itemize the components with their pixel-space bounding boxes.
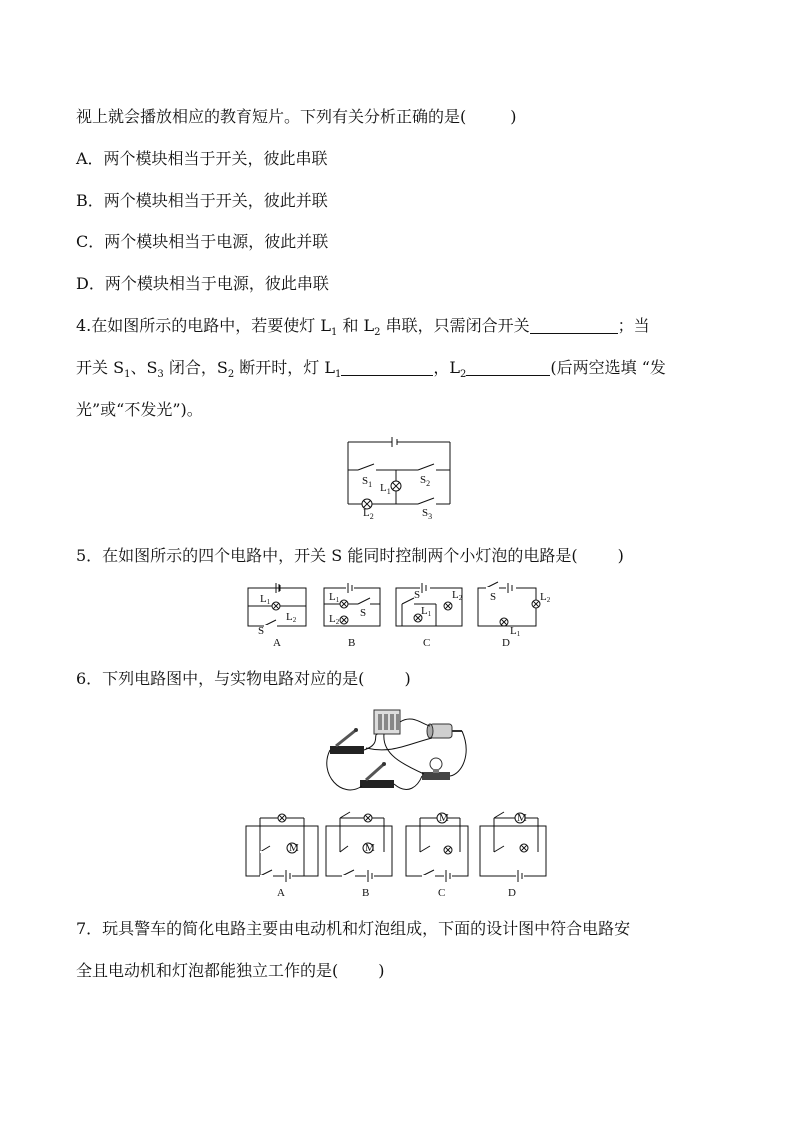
- svg-text:L2: L2: [452, 589, 463, 602]
- q5-caption-c: C: [423, 637, 431, 649]
- knife-switch-icon: [330, 728, 364, 754]
- q6-circuits: [244, 812, 550, 900]
- q7-stem-line1: 7．玩具警车的简化电路主要由电动机和灯泡组成，下面的设计图中符合电路安: [76, 919, 631, 938]
- lamp-icon: [500, 618, 508, 626]
- svg-text:L2: L2: [286, 611, 297, 624]
- svg-text:L1: L1: [329, 591, 340, 604]
- q5-circuit-c: [396, 583, 463, 626]
- knife-switch-icon: [360, 762, 394, 788]
- q4-stem-line1: 4.在如图所示的电路中，若要使灯 $L_1$ 和 $L_2$ 串联，只需闭合开关 ；当: [76, 316, 650, 339]
- light-bulb-icon: [422, 758, 450, 780]
- lamp-icon: [520, 844, 528, 852]
- q3-option-c[interactable]: C．两个模块相当于电源，彼此并联: [76, 232, 329, 251]
- q3-option-b[interactable]: B．两个模块相当于开关，彼此并联: [76, 191, 328, 210]
- q5-circuit-b: [324, 583, 380, 626]
- svg-text:M: M: [289, 842, 299, 854]
- q6-caption-b: B: [362, 887, 370, 899]
- q6-stem: 6．下列电路图中，与实物电路对应的是( ): [76, 669, 411, 688]
- label-s1: $S_1$: [362, 475, 373, 489]
- q6-circuit-d: [480, 812, 546, 882]
- lamp-icon: [340, 600, 348, 608]
- q5-caption-d: D: [502, 637, 510, 649]
- q6-circuit-c: [406, 812, 468, 882]
- lamp-icon: [532, 600, 540, 608]
- label-s3: $S_3$: [422, 507, 433, 521]
- q4-circuit-diagram: [346, 436, 458, 521]
- lamp-icon: [272, 602, 280, 610]
- q6-caption-c: C: [438, 887, 446, 899]
- q3-option-d[interactable]: D．两个模块相当于电源，彼此串联: [76, 274, 329, 293]
- label-s2: $S_2$: [420, 474, 431, 488]
- svg-text:L2: L2: [329, 613, 340, 626]
- lamp-l1-icon: [391, 481, 401, 491]
- svg-text:L1: L1: [421, 605, 432, 618]
- svg-text:L2: L2: [540, 591, 551, 604]
- q5-stem: 5．在如图所示的四个电路中，开关 S 能同时控制两个小灯泡的电路是( ): [76, 546, 624, 565]
- svg-text:M: M: [365, 842, 375, 854]
- q5-circuits: [246, 582, 552, 652]
- q6-circuit-b: [326, 812, 392, 882]
- label-l1: $L_1$: [380, 482, 391, 496]
- answer-blank-3[interactable]: [466, 359, 550, 376]
- switch-s1: [358, 464, 374, 470]
- svg-text:S: S: [490, 591, 497, 603]
- q6-circuit-a: [246, 814, 318, 882]
- q4-stem-line2: 开关 $S_1$、$S_3$ 闭合，$S_2$ 断开时，灯 $L_1$ ，$L_2$ (后两空选填 “发: [76, 358, 666, 381]
- svg-text:L1: L1: [510, 625, 521, 638]
- q3-option-a[interactable]: A．两个模块相当于开关，彼此串联: [76, 149, 328, 168]
- lamp-icon: [444, 846, 452, 854]
- q5-caption-b: B: [348, 637, 356, 649]
- q7-stem-line2: 全且电动机和灯泡都能独立工作的是( ): [76, 961, 385, 980]
- q3-stem-tail: 视上就会播放相应的教育短片。下列有关分析正确的是( ): [76, 107, 517, 126]
- switch-s2: [418, 464, 434, 470]
- q4-stem-line3: 光”或“不发光”)。: [76, 400, 203, 419]
- answer-blank-1[interactable]: [530, 317, 618, 334]
- battery-pack-icon: [374, 710, 400, 734]
- svg-text:M: M: [517, 812, 527, 824]
- q6-caption-a: A: [277, 887, 285, 899]
- switch-s3: [418, 498, 434, 504]
- lamp-icon: [444, 602, 452, 610]
- label-l2: $L_2$: [363, 507, 374, 521]
- svg-text:L1: L1: [260, 593, 271, 606]
- svg-text:S: S: [360, 607, 367, 619]
- q5-circuit-a: [248, 583, 306, 637]
- svg-text:S: S: [258, 625, 265, 637]
- motor-icon: [427, 724, 462, 738]
- svg-text:M: M: [439, 812, 449, 824]
- q5-circuit-d: [478, 582, 551, 638]
- lamp-icon: [278, 814, 286, 822]
- q6-caption-d: D: [508, 887, 516, 899]
- q6-physical-circuit-image: [322, 704, 470, 808]
- answer-blank-2[interactable]: [341, 359, 433, 376]
- lamp-icon: [340, 616, 348, 624]
- svg-text:S: S: [414, 589, 421, 601]
- q5-caption-a: A: [273, 637, 281, 649]
- lamp-icon: [364, 814, 372, 822]
